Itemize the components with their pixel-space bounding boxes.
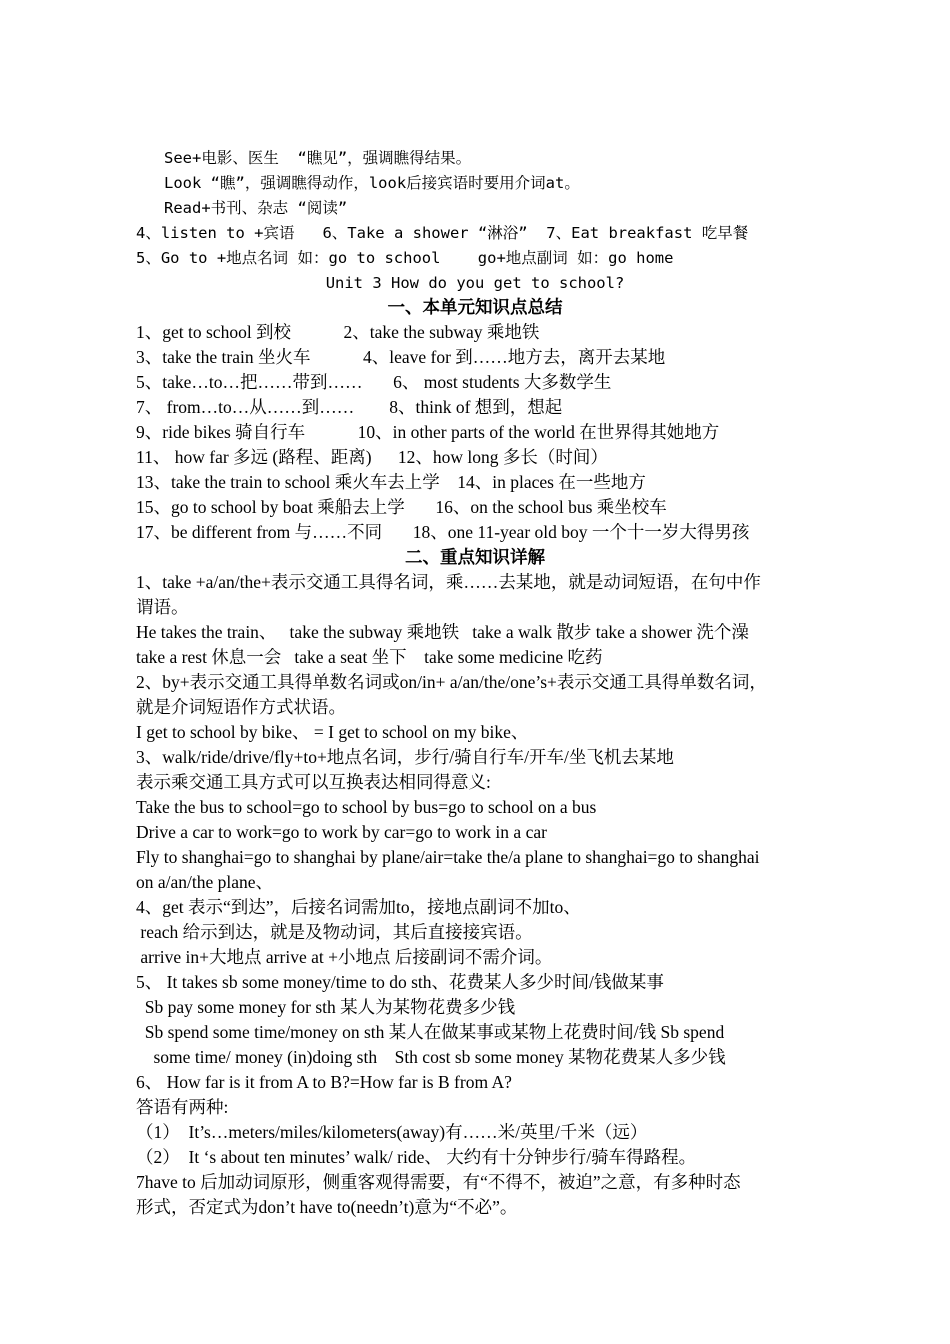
- note-read: Read+书刊、杂志 “阅读”: [164, 199, 348, 217]
- detail-line: 答语有两种:: [136, 1097, 229, 1117]
- detail-line: 6、 How far is it from A to B?=How far is B from A?: [136, 1072, 512, 1092]
- detail-line: take a rest 休息一会 take a seat 坐下 take some medicine 吃药: [136, 647, 603, 667]
- unit-title: Unit 3 How do you get to school?: [325, 274, 625, 292]
- detail-line: （2） It ‘s about ten minutes’ walk/ ride、 大约有十分钟步行/骑车得路程。: [136, 1147, 697, 1167]
- summary-row: 13、take the train to school 乘火车去上学 14、in places 在一些地方: [136, 472, 646, 492]
- note-see: See+电影、医生 “瞧见”，强调瞧得结果。: [164, 149, 472, 167]
- detail-line: Take the bus to school=go to school by bus=go to school on a bus: [136, 797, 597, 817]
- detail-line: some time/ money (in)doing sth Sth cost sb some money 某物花费某人多少钱: [136, 1047, 726, 1067]
- detail-line: on a/an/the plane、: [136, 872, 274, 892]
- summary-row: 11、 how far 多远 (路程、距离) 12、how long 多长（时间）: [136, 447, 608, 467]
- detail-line: Sb pay some money for sth 某人为某物花费多少钱: [136, 997, 516, 1017]
- note-item-4: 4、listen to +宾语 6、Take a shower “淋浴” 7、Eat breakfast 吃早餐: [136, 224, 749, 242]
- section2-heading: 二、重点知识详解: [405, 547, 545, 567]
- detail-line: 5、 It takes sb some money/time to do sth、花费某人多少时间/钱做某事: [136, 972, 664, 992]
- summary-row: 7、 from…to…从……到…… 8、think of 想到，想起: [136, 397, 563, 417]
- detail-line: Sb spend some time/money on sth 某人在做某事或某物上花费时间/钱 Sb spend: [136, 1022, 725, 1042]
- detail-line: 谓语。: [136, 597, 189, 617]
- detail-line: 4、get 表示“到达”，后接名词需加to，接地点副词不加to、: [136, 897, 581, 917]
- summary-row: 3、take the train 坐火车 4、leave for 到……地方去，离开去某地: [136, 347, 666, 367]
- detail-line: reach 给示到达，就是及物动词，其后直接接宾语。: [136, 922, 533, 942]
- detail-line: 形式，否定式为don’t have to(needn’t)意为“不必”。: [136, 1197, 518, 1217]
- detail-line: 7have to 后加动词原形，侧重客观得需要，有“不得不，被迫”之意，有多种时态: [136, 1172, 741, 1192]
- section1-heading: 一、本单元知识点总结: [387, 297, 563, 317]
- note-look: Look “瞧”，强调瞧得动作，look后接宾语时要用介词at。: [164, 174, 580, 192]
- note-item-5: 5、Go to +地点名词 如：go to school go+地点副词 如：go home: [136, 249, 674, 267]
- detail-line: 2、by+表示交通工具得单数名词或on/in+ a/an/the/one’s+表示交通工具得单数名词，: [136, 672, 767, 692]
- detail-line: I get to school by bike、 = I get to school on my bike、: [136, 722, 529, 742]
- detail-line: （1） It’s…meters/miles/kilometers(away)有……米/英里/千米（远）: [136, 1122, 648, 1142]
- detail-line: Drive a car to work=go to work by car=go to work in a car: [136, 822, 547, 842]
- summary-row: 17、be different from 与……不同 18、one 11-year old boy 一个十一岁大得男孩: [136, 522, 750, 542]
- detail-line: 表示乘交通工具方式可以互换表达相同得意义:: [136, 772, 491, 792]
- detail-line: arrive in+大地点 arrive at +小地点 后接副词不需介词。: [136, 947, 553, 967]
- summary-row: 1、get to school 到校 2、take the subway 乘地铁: [136, 322, 540, 342]
- detail-line: He takes the train、 take the subway 乘地铁 take a walk 散步 take a shower 洗个澡: [136, 622, 749, 642]
- summary-row: 15、go to school by boat 乘船去上学 16、on the school bus 乘坐校车: [136, 497, 667, 517]
- detail-line: 1、take +a/an/the+表示交通工具得名词，乘……去某地，就是动词短语，在句中作: [136, 572, 761, 592]
- detail-line: Fly to shanghai=go to shanghai by plane/air=take the/a plane to shanghai=go to shanghai: [136, 847, 760, 867]
- summary-row: 9、ride bikes 骑自行车 10、in other parts of the world 在世界得其她地方: [136, 422, 720, 442]
- summary-row: 5、take…to…把……带到…… 6、 most students 大多数学生: [136, 372, 612, 392]
- detail-line: 3、walk/ride/drive/fly+to+地点名词，步行/骑自行车/开车/坐飞机去某地: [136, 747, 674, 767]
- detail-line: 就是介词短语作方式状语。: [136, 697, 346, 717]
